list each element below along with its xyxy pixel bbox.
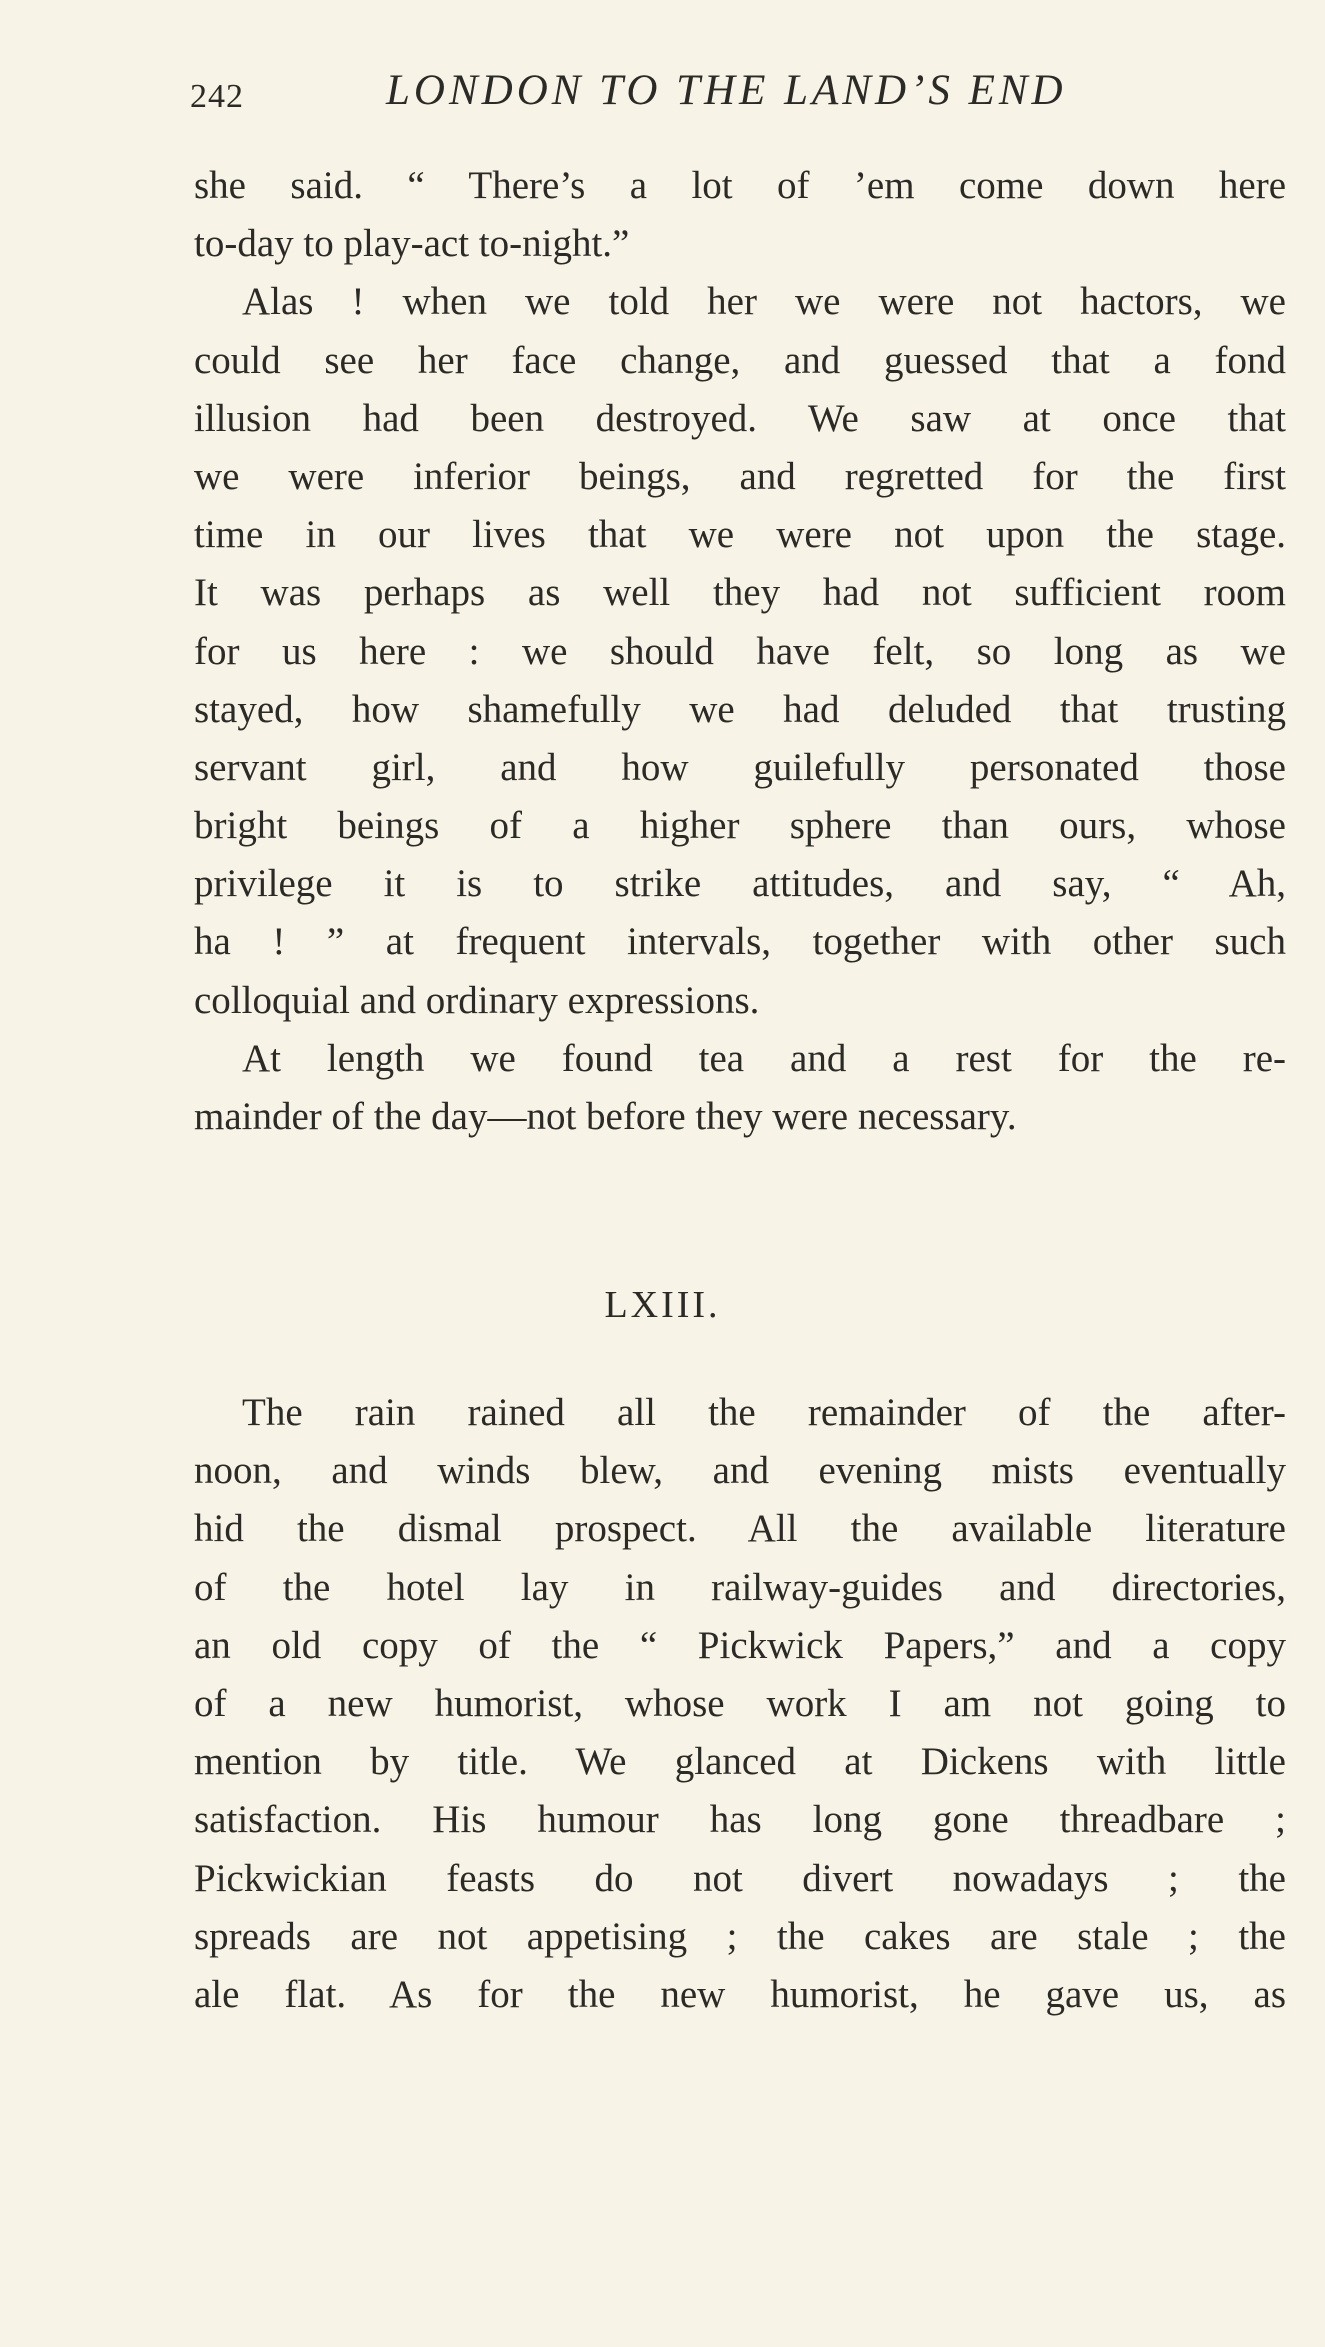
text-line: illusion had been destroyed. We saw at once that	[194, 396, 1286, 440]
text-line: an old copy of the “ Pickwick Papers,” and a copy	[194, 1623, 1286, 1667]
text-line: stayed, how shamefully we had deluded that trusting	[194, 687, 1286, 731]
running-title: LONDON TO THE LAND’S END	[386, 67, 1067, 114]
text-line: hid the dismal prospect. All the available literature	[194, 1507, 1286, 1551]
text-line: she said. “ There’s a lot of ’em come down here	[194, 164, 1286, 207]
text-line: spreads are not appetising ; the cakes are stale ; the	[194, 1914, 1286, 1958]
text-line: At length we found tea and a rest for the re-	[242, 1036, 1286, 1080]
text-line: could see her face change, and guessed that a fond	[194, 338, 1286, 382]
text-line: to-day to play-act to-night.”	[194, 222, 630, 266]
text-line: servant girl, and how guilefully personated those	[194, 745, 1286, 789]
text-line: we were inferior beings, and regretted for the first	[194, 454, 1286, 498]
text-line: It was perhaps as well they had not sufficient room	[194, 571, 1286, 615]
text-line: The rain rained all the remainder of the after-	[242, 1391, 1286, 1434]
page-number: 242	[190, 78, 244, 115]
text-line: of a new humorist, whose work I am not going to	[194, 1681, 1286, 1725]
text-line: colloquial and ordinary expressions.	[194, 978, 760, 1022]
text-line: noon, and winds blew, and evening mists eventually	[194, 1449, 1286, 1493]
text-line: satisfaction. His humour has long gone threadbare ;	[194, 1798, 1286, 1842]
text-line: for us here : we should have felt, so long as we	[194, 629, 1286, 673]
text-line: Alas ! when we told her we were not hactors, we	[242, 280, 1286, 324]
text-line: ale flat. As for the new humorist, he gave us, as	[194, 1972, 1286, 2016]
text-section-2	[194, 1384, 1286, 2024]
text-line: of the hotel lay in railway-guides and directories,	[194, 1565, 1286, 1609]
text-line: Pickwickian feasts do not divert nowadays ; the	[194, 1856, 1286, 1900]
text-line: mainder of the day—not before they were necessary.	[194, 1095, 1017, 1138]
page-header	[190, 66, 1200, 126]
text-line: time in our lives that we were not upon the stage.	[194, 513, 1286, 557]
chapter-heading: LXIII.	[604, 1284, 721, 1326]
text-line: privilege it is to strike attitudes, and say, “ Ah,	[194, 862, 1286, 906]
text-line: bright beings of a higher sphere than ours, whose	[194, 804, 1286, 848]
text-section-1	[194, 157, 1286, 1146]
text-line: mention by title. We glanced at Dickens with little	[194, 1740, 1286, 1784]
text-line: ha ! ” at frequent intervals, together with other such	[194, 920, 1286, 964]
